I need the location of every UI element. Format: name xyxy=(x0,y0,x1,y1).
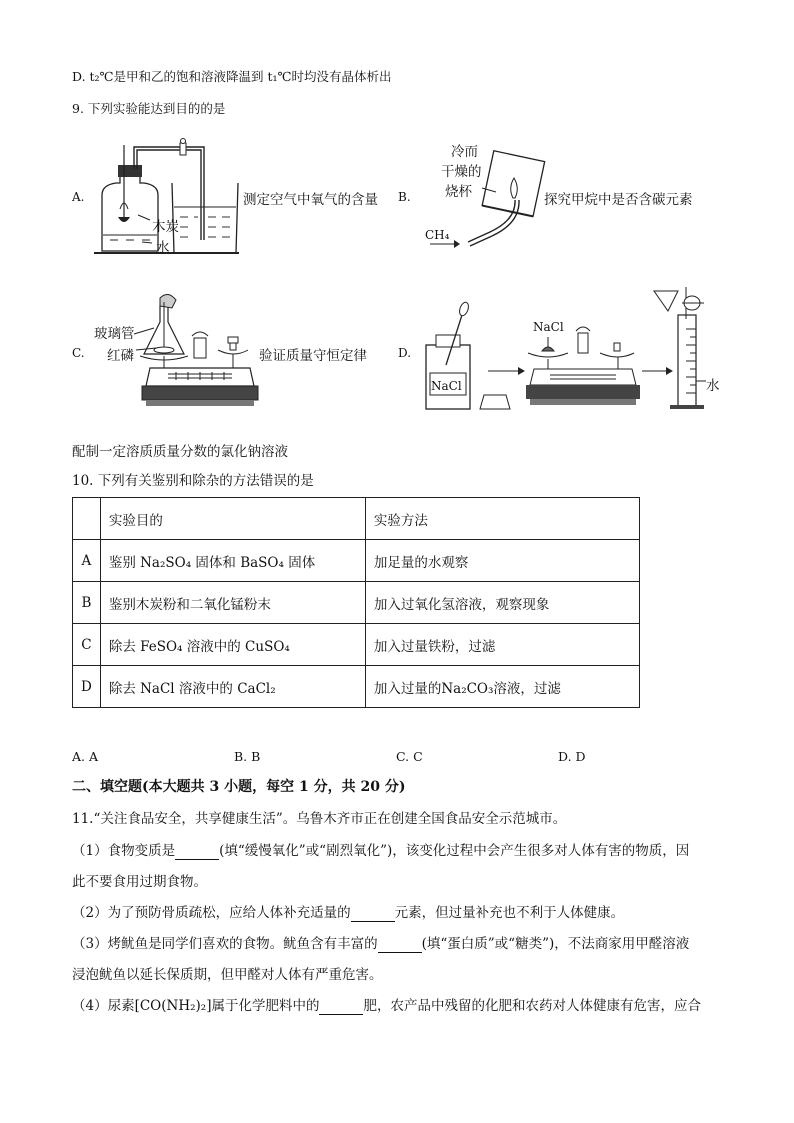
table-cell: 加入过量的Na₂CO₃溶液，过滤 xyxy=(365,666,639,708)
q10-choice-d: D. D xyxy=(558,749,586,764)
q9-d-apparatus xyxy=(420,285,720,415)
q9-d-label-water: 水 xyxy=(706,378,720,394)
q9-d-caption: 配制一定溶质质量分数的氯化钠溶液 xyxy=(72,444,288,460)
q9-c-label-tube: 玻璃管 xyxy=(94,326,135,342)
q10-table xyxy=(72,497,640,708)
section-title: 二、填空题(本大题共 3 小题，每空 1 分，共 20 分) xyxy=(72,779,406,795)
q9-c-letter: C. xyxy=(72,346,85,360)
q10-choice-c: C. C xyxy=(396,749,423,764)
answer-blank[interactable] xyxy=(175,845,219,860)
q9-a-letter: A. xyxy=(72,190,85,204)
q11-part-2 xyxy=(72,904,624,922)
q9-d-label-scale: NaCl xyxy=(533,320,564,334)
q9-a-label-water: 水 xyxy=(156,240,170,256)
q9-b-label-beaker-1: 冷而 xyxy=(451,144,478,160)
table-cell: 鉴别 Na₂SO₄ 固体和 BaSO₄ 固体 xyxy=(100,540,365,582)
q11-part-3-cont: 浸泡鱿鱼以延长保质期，但甲醛对人体有严重危害。 xyxy=(72,967,383,983)
table-row xyxy=(73,540,640,582)
table-cell: 除去 FeSO₄ 溶液中的 CuSO₄ xyxy=(100,624,365,666)
q9-b-label-beaker-3: 烧杯 xyxy=(445,184,472,200)
q11-part-1-cont: 此不要食用过期食物。 xyxy=(72,874,207,890)
table-header-cell xyxy=(73,498,101,540)
q9-b-label-gas: CH₄ xyxy=(425,228,450,242)
q9-c-caption: 验证质量守恒定律 xyxy=(259,348,367,364)
table-row xyxy=(73,582,640,624)
table-cell: 加入过氧化氢溶液，观察现象 xyxy=(365,582,639,624)
table-cell: 加入过量铁粉，过滤 xyxy=(365,624,639,666)
table-cell: A xyxy=(73,540,101,582)
q11-part-3-text: （3）烤鱿鱼是同学们喜欢的食物。鱿鱼含有丰富的 xyxy=(72,936,378,952)
q11-stem: 11.“关注食品安全，共享健康生活”。乌鲁木齐市正在创建全国食品安全示范城市。 xyxy=(72,811,567,827)
q9-d-label-bottle: NaCl xyxy=(431,379,462,393)
q9-a-caption: 测定空气中氧气的含量 xyxy=(243,192,378,208)
q9-a-label-charcoal: 木炭 xyxy=(152,219,179,235)
answer-blank[interactable] xyxy=(319,1000,363,1015)
q9-c-label-phosphorus: 红磷 xyxy=(107,348,134,364)
table-header-cell: 实验方法 xyxy=(365,498,639,540)
q11-part-4-text: （4）尿素[CO(NH₂)₂]属于化学肥料中的 xyxy=(72,998,320,1014)
q11-part-2-text: 元素，但过量补充也不利于人体健康。 xyxy=(394,905,625,921)
q11-part-3 xyxy=(72,935,689,953)
q9-b-caption: 探究甲烷中是否含碳元素 xyxy=(544,192,693,208)
q11-part-1-text: (填“缓慢氧化”或“剧烈氧化”)，该变化过程中会产生很多对人体有害的物质，因 xyxy=(219,843,690,859)
q9-d-letter: D. xyxy=(398,346,412,360)
table-cell: 加足量的水观察 xyxy=(365,540,639,582)
table-cell: C xyxy=(73,624,101,666)
table-cell: 鉴别木炭粉和二氧化锰粉末 xyxy=(100,582,365,624)
q9-b-label-beaker-2: 干燥的 xyxy=(441,164,482,180)
table-header-row xyxy=(73,498,640,540)
q8-option-d: D. t₂℃是甲和乙的饱和溶液降温到 t₁℃时均没有晶体析出 xyxy=(72,69,392,84)
q11-part-1-text: （1）食物变质是 xyxy=(72,843,176,859)
q11-part-3-text: (填“蛋白质”或“糖类”)，不法商家用甲醛溶液 xyxy=(421,936,690,952)
q11-part-2-text: （2）为了预防骨质疏松，应给人体补充适量的 xyxy=(72,905,351,921)
answer-blank[interactable] xyxy=(351,907,395,922)
table-row xyxy=(73,666,640,708)
table-cell: D xyxy=(73,666,101,708)
q10-stem: 10. 下列有关鉴别和除杂的方法错误的是 xyxy=(72,473,314,489)
q9-b-letter: B. xyxy=(398,190,411,204)
q10-choice-b: B. B xyxy=(234,749,261,764)
answer-blank[interactable] xyxy=(378,938,422,953)
q9-stem: 9. 下列实验能达到目的的是 xyxy=(72,101,226,116)
q11-part-4 xyxy=(72,997,701,1015)
q9-c-apparatus xyxy=(140,292,260,412)
table-header-cell: 实验目的 xyxy=(100,498,365,540)
table-cell: B xyxy=(73,582,101,624)
q10-choice-a: A. A xyxy=(72,749,99,764)
table-cell: 除去 NaCl 溶液中的 CaCl₂ xyxy=(100,666,365,708)
q11-part-1 xyxy=(72,842,689,860)
table-row xyxy=(73,624,640,666)
q11-part-4-text: 肥，农产品中残留的化肥和农药对人体健康有危害，应合 xyxy=(363,998,701,1014)
